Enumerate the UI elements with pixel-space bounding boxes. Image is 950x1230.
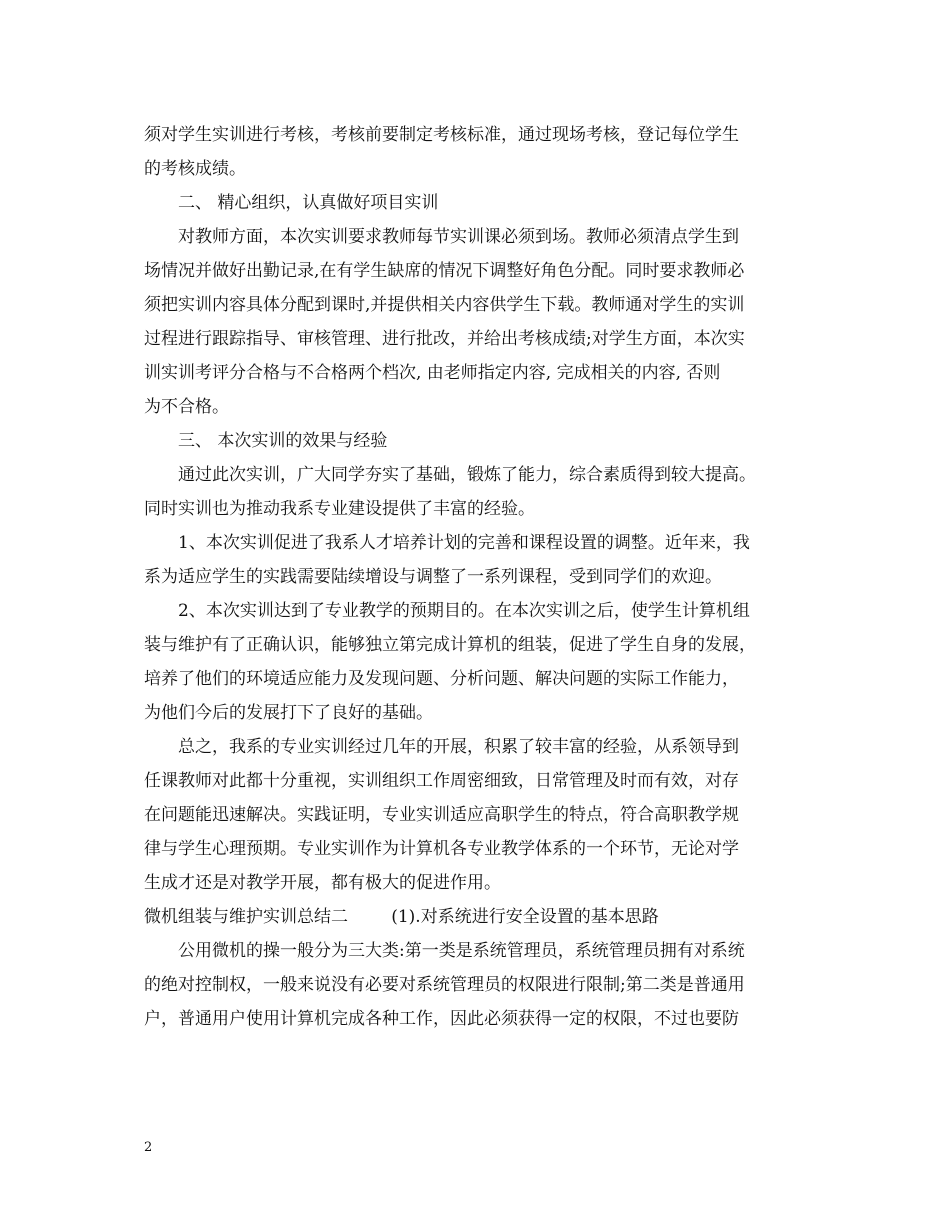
- body-line: 为不合格。: [144, 397, 229, 417]
- body-line: 对教师方面，本次实训要求教师每节实训课必须到场。教师必须清点学生到: [178, 227, 739, 247]
- document-subtitle: 微机组装与维护实训总结二 (1).对系统进行安全设置的基本思路: [144, 907, 659, 927]
- body-line: 同时实训也为推动我系专业建设提供了丰富的经验。: [144, 499, 535, 519]
- body-line: 系为适应学生的实践需要陆续增设与调整了一系列课程，受到同学们的欢迎。: [144, 567, 722, 587]
- body-line: 须把实训内容具体分配到课时,并提供相关内容供学生下载。教师通对学生的实训: [144, 295, 745, 315]
- body-line: 总之，我系的专业实训经过几年的开展，积累了较丰富的经验，从系领导到: [178, 737, 739, 757]
- body-line: 的绝对控制权，一般来说没有必要对系统管理员的权限进行限制;第二类是普通用: [144, 975, 745, 995]
- body-line: 2、本次实训达到了专业教学的预期目的。在本次实训之后，使学生计算机组: [178, 601, 750, 621]
- body-line: 过程进行跟踪指导、审核管理、进行批改，并给出考核成绩;对学生方面，本次实: [144, 329, 745, 349]
- body-line: 培养了他们的环境适应能力及发现问题、分析问题、解决问题的实际工作能力，: [144, 669, 739, 689]
- body-line: 须对学生实训进行考核，考核前要制定考核标准，通过现场考核，登记每位学生: [144, 125, 739, 145]
- body-line: 户，普通用户使用计算机完成各种工作，因此必须获得一定的权限，不过也要防: [144, 1009, 739, 1029]
- body-line: 1、本次实训促进了我系人才培养计划的完善和课程设置的调整。近年来，我: [178, 533, 750, 553]
- body-line: 为他们今后的发展打下了良好的基础。: [144, 703, 433, 723]
- body-line: 律与学生心理预期。专业实训作为计算机各专业教学体系的一个环节，无论对学: [144, 839, 739, 859]
- body-line: 通过此次实训，广大同学夯实了基础，锻炼了能力，综合素质得到较大提高。: [178, 465, 756, 485]
- body-line: 装与维护有了正确认识，能够独立第完成计算机的组装，促进了学生自身的发展，: [144, 635, 756, 655]
- body-line: 公用微机的操一般分为三大类:第一类是系统管理员，系统管理员拥有对系统: [178, 941, 745, 961]
- body-line: 生成才还是对教学开展，都有极大的促进作用。: [144, 873, 501, 893]
- section-heading: 二、 精心组织，认真做好项目实训: [178, 193, 439, 213]
- body-line: 的考核成绩。: [144, 159, 246, 179]
- page-number: 2: [144, 1140, 153, 1155]
- body-line: 训实训考评分合格与不合格两个档次, 由老师指定内容, 完成相关的内容, 否则: [144, 363, 721, 383]
- body-line: 在问题能迅速解决。实践证明，专业实训适应高职学生的特点，符合高职教学规: [144, 805, 739, 825]
- body-line: 任课教师对此都十分重视，实训组织工作周密细致，日常管理及时而有效，对存: [144, 771, 739, 791]
- section-heading: 三、 本次实训的效果与经验: [178, 431, 388, 451]
- body-line: 场情况并做好出勤记录,在有学生缺席的情况下调整好角色分配。同时要求教师必: [144, 261, 745, 281]
